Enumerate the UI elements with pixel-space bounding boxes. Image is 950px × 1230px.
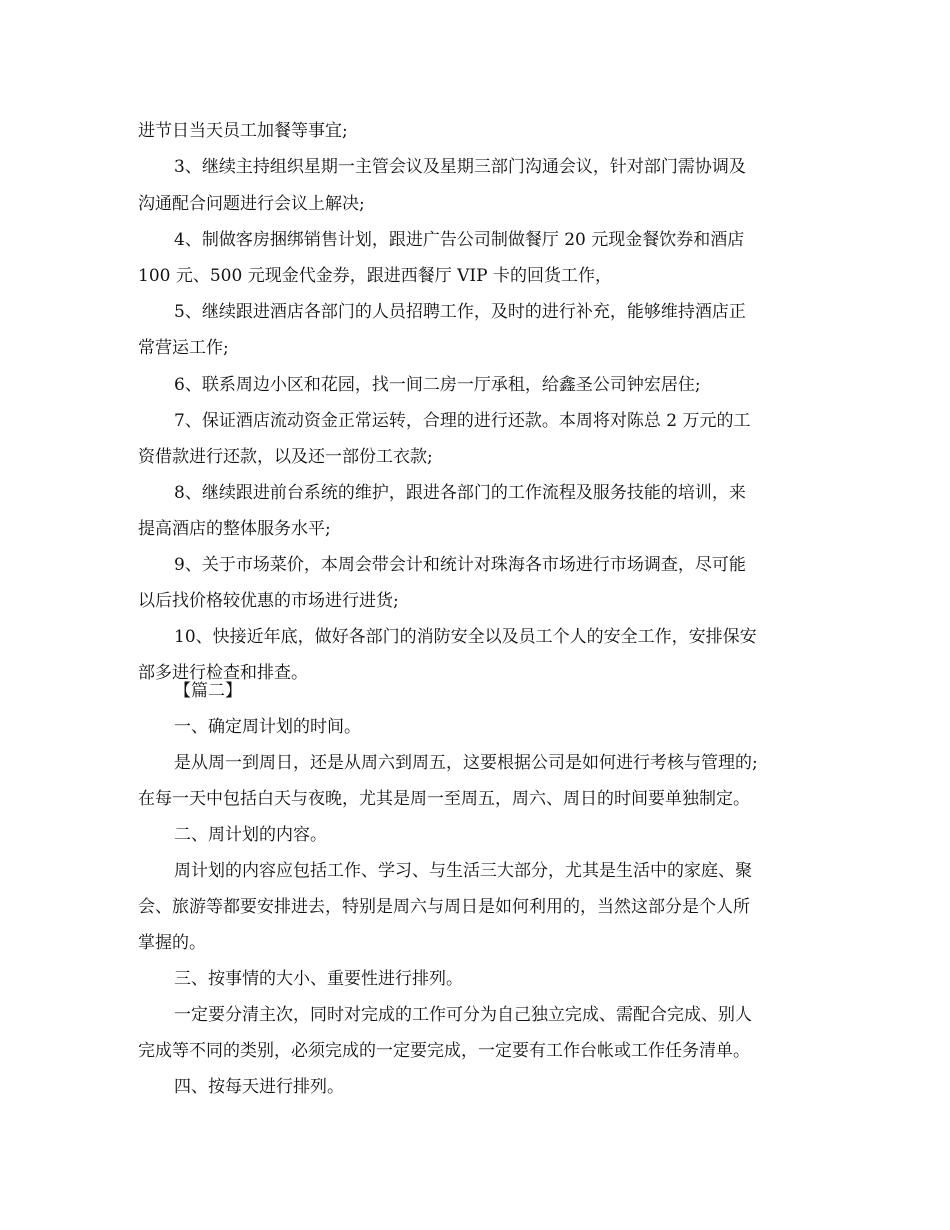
paragraph-line: 常营运工作; [138, 338, 229, 358]
paragraph-line: 进节日当天员工加餐等事宜; [138, 121, 348, 141]
paragraph-line: 掌握的。 [138, 933, 206, 953]
paragraph-line: 在每一天中包括白天与夜晚，尤其是周一至周五，周六、周日的时间要单独制定。 [138, 789, 750, 809]
paragraph-line: 5、继续跟进酒店各部门的人员招聘工作，及时的进行补充，能够维持酒店正 [174, 302, 746, 322]
paragraph-line: 3、继续主持组织星期一主管会议及星期三部门沟通会议，针对部门需协调及 [174, 157, 746, 177]
paragraph-line: 6、联系周边小区和花园，找一间二房一厅承租，给鑫圣公司钟宏居住; [174, 375, 701, 395]
paragraph-line: 以后找价格较优惠的市场进行进货; [138, 591, 399, 611]
paragraph-line: 提高酒店的整体服务水平; [138, 519, 331, 539]
paragraph-line: 会、旅游等都要安排进去，特别是周六与周日是如何利用的，当然这部分是个人所 [138, 897, 750, 917]
paragraph-line: 是从周一到周日，还是从周六到周五，这要根据公司是如何进行考核与管理的; [174, 753, 758, 773]
paragraph-line: 10、快接近年底，做好各部门的消防安全以及员工个人的安全工作，安排保安 [174, 627, 757, 647]
paragraph-line: 4、制做客房捆绑销售计划，跟进广告公司制做餐厅 20 元现金餐饮券和酒店 [174, 230, 745, 250]
section-title: 四、按每天进行排列。 [174, 1077, 344, 1097]
paragraph-line: 100 元、500 元现金代金券，跟进西餐厅 VIP 卡的回货工作， [138, 266, 612, 286]
paragraph-line: 8、继续跟进前台系统的维护，跟进各部门的工作流程及服务技能的培训，来 [174, 483, 746, 503]
paragraph-line: 完成等不同的类别，必须完成的一定要完成，一定要有工作台帐或工作任务清单。 [138, 1041, 750, 1061]
section-heading: 【篇二】 [174, 681, 242, 701]
paragraph-line: 周计划的内容应包括工作、学习、与生活三大部分，尤其是生活中的家庭、聚 [174, 861, 752, 881]
section-title: 三、按事情的大小、重要性进行排列。 [174, 969, 463, 989]
paragraph-line: 沟通配合问题进行会议上解决; [138, 194, 365, 214]
section-title: 二、周计划的内容。 [174, 825, 327, 845]
paragraph-line: 一定要分清主次，同时对完成的工作可分为自己独立完成、需配合完成、别人 [174, 1005, 752, 1025]
section-title: 一、确定周计划的时间。 [174, 717, 361, 737]
paragraph-line: 部多进行检查和排查。 [138, 663, 308, 683]
paragraph-line: 7、保证酒店流动资金正常运转，合理的进行还款。本周将对陈总 2 万元的工 [174, 411, 751, 431]
paragraph-line: 9、关于市场菜价，本周会带会计和统计对珠海各市场进行市场调查，尽可能 [174, 555, 746, 575]
paragraph-line: 资借款进行还款，以及还一部份工衣款; [138, 447, 433, 467]
